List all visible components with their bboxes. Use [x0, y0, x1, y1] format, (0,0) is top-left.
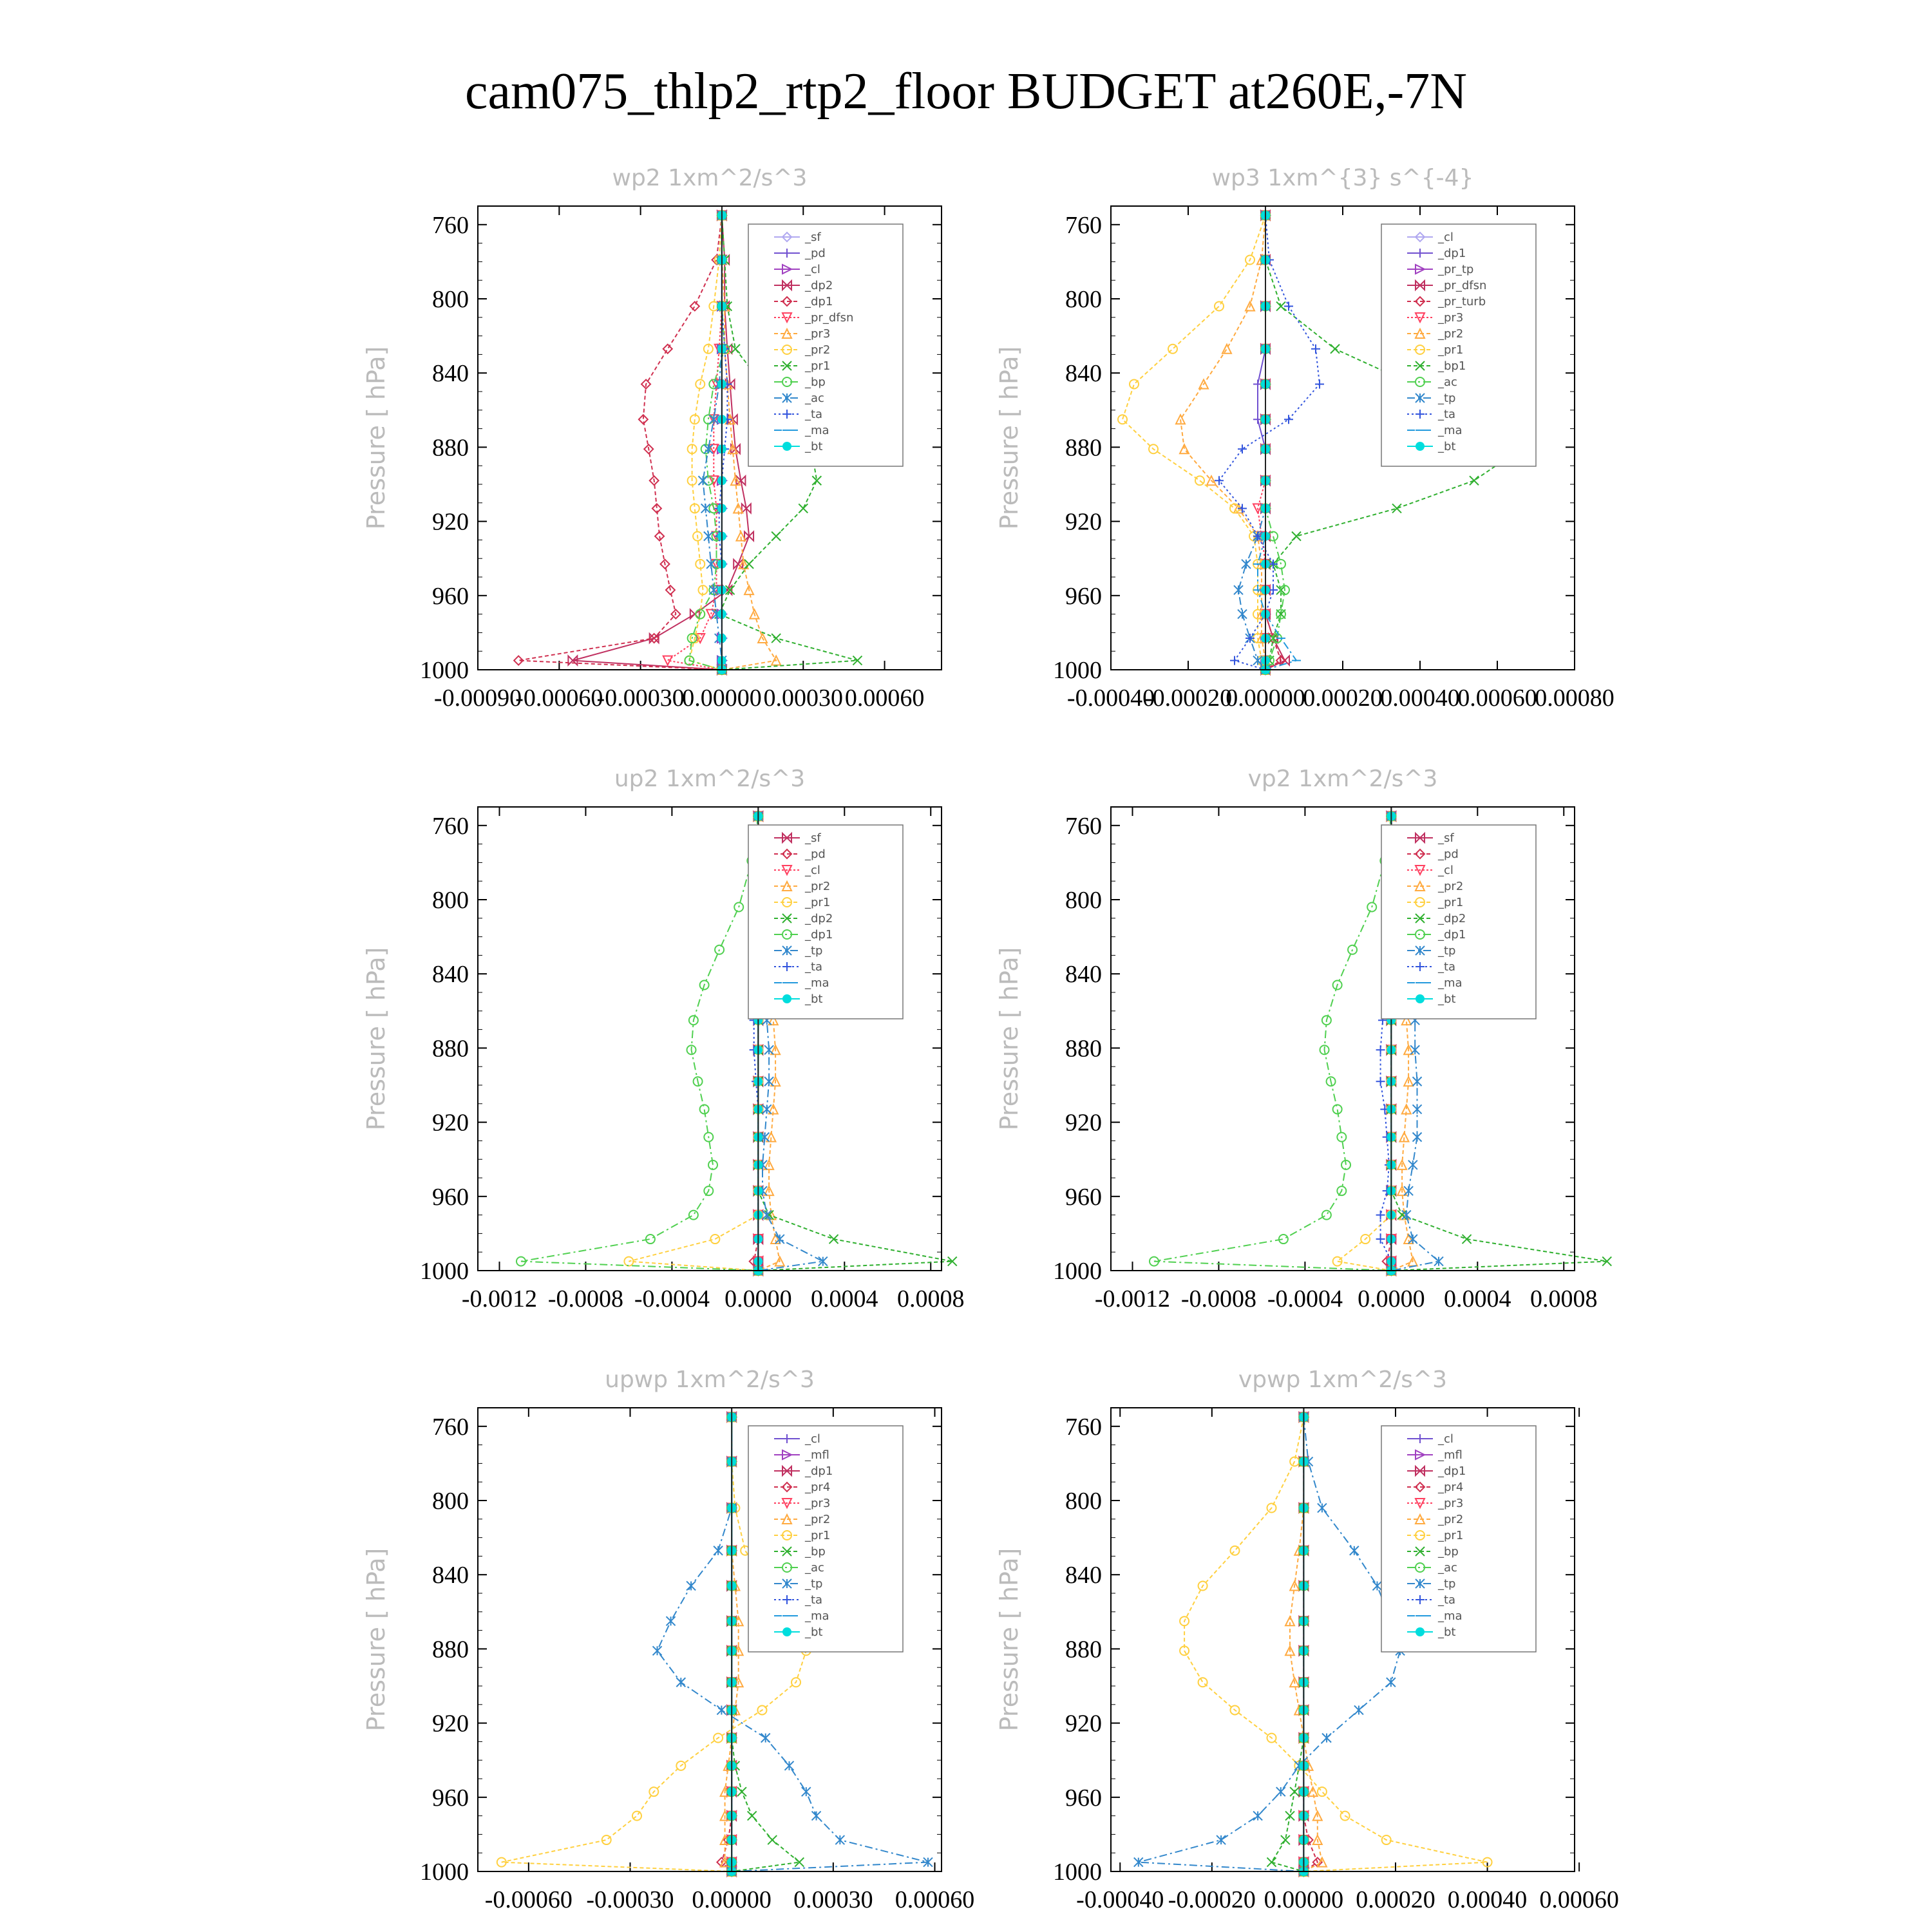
legend-label: _sf [805, 831, 821, 845]
data-point [667, 1616, 676, 1625]
series-line [668, 215, 722, 670]
x-tick-label: -0.00060 [515, 685, 603, 712]
x-tick-label: 0.00040 [1447, 1886, 1528, 1913]
legend-label: _pr_dfsn [805, 311, 854, 325]
x-tick-label: -0.0004 [1267, 1285, 1343, 1312]
data-point [1276, 1787, 1285, 1796]
data-point [761, 1734, 770, 1743]
legend-label: _ma [1438, 1609, 1463, 1623]
y-tick-label: 960 [432, 1784, 469, 1812]
series-line [1265, 215, 1281, 670]
data-point [1410, 1045, 1419, 1054]
y-tick-label: 800 [1065, 1488, 1102, 1515]
series-tp [1134, 1412, 1405, 1876]
data-point [1284, 415, 1293, 424]
legend [748, 825, 903, 1019]
y-tick-label: 760 [1065, 1413, 1102, 1441]
legend-label: _pr1 [805, 359, 831, 373]
legend-label: _pr2 [805, 880, 831, 893]
x-tick-label: 0.00020 [1303, 685, 1383, 712]
series-line [721, 1417, 732, 1871]
x-tick-label: 0.00030 [763, 685, 844, 712]
series-pr4 [1299, 1412, 1321, 1876]
x-tick-label: 0.00020 [1356, 1886, 1435, 1913]
x-tick-label: 0.00000 [1226, 685, 1305, 712]
data-point [698, 476, 707, 485]
y-tick-label: 880 [432, 1035, 469, 1063]
data-point [748, 1812, 757, 1821]
y-tick-label: 800 [432, 1488, 469, 1515]
legend-label: _cl [805, 864, 820, 877]
data-point [1276, 302, 1285, 311]
x-tick-label: 0.0004 [811, 1285, 878, 1312]
data-point [1413, 1104, 1422, 1113]
legend-label: _tp [1438, 944, 1456, 958]
y-tick-label: 840 [1065, 961, 1102, 989]
x-tick-label: -0.00040 [1066, 685, 1155, 712]
legend-label: _pr1 [1438, 896, 1464, 909]
legend-label: _ma [805, 976, 829, 990]
legend-label: _dp1 [1438, 1464, 1466, 1478]
panel-upwp [362, 1367, 974, 1913]
data-point [1230, 1546, 1239, 1555]
data-point [1222, 345, 1231, 354]
x-tick-label: -0.00020 [1144, 685, 1233, 712]
data-point [1195, 476, 1204, 485]
data-point [768, 1835, 777, 1844]
y-tick-label: 920 [1065, 1710, 1102, 1738]
data-point [1376, 1211, 1385, 1220]
panel-title: vp2 1xm^2/s^3 [1247, 766, 1438, 792]
legend-label: _ta [1438, 960, 1456, 974]
data-point [1397, 1211, 1406, 1220]
legend-label: _pr_tp [1438, 263, 1474, 276]
legend-marker [1416, 994, 1425, 1003]
series-line [1139, 1417, 1400, 1871]
data-point [1322, 1734, 1331, 1743]
legend-label: _bp [805, 375, 826, 389]
series-pr1 [624, 811, 762, 1275]
legend [748, 1426, 903, 1652]
y-tick-label: 840 [432, 961, 469, 989]
data-point [717, 1705, 726, 1714]
y-tick-label: 760 [432, 1413, 469, 1441]
legend-label: _pr2 [1438, 327, 1464, 341]
data-point [1318, 1787, 1327, 1796]
legend-label: _ma [805, 424, 829, 437]
x-tick-label: 0.00000 [682, 685, 762, 712]
y-tick-label: 800 [1065, 887, 1102, 914]
x-tick-label: -0.00060 [484, 1886, 573, 1913]
data-point [1387, 1678, 1396, 1687]
data-point [1470, 476, 1479, 485]
y-tick-label: 960 [1065, 1784, 1102, 1812]
y-tick-label: 800 [432, 286, 469, 313]
legend-label: _pr1 [805, 896, 831, 909]
y-tick-label: 960 [432, 1183, 469, 1211]
legend-label: _pr3 [1438, 1497, 1464, 1510]
legend-label: _tp [1438, 392, 1456, 405]
legend-label: _bt [805, 992, 823, 1006]
data-point [653, 1646, 662, 1655]
legend-label: _pr2 [805, 1513, 831, 1526]
y-tick-label: 760 [1065, 812, 1102, 840]
legend-label: _ma [805, 1609, 829, 1623]
data-point [690, 302, 699, 311]
y-tick-label: 920 [1065, 1109, 1102, 1137]
x-tick-label: -0.0012 [1094, 1285, 1171, 1312]
y-tick-label: 760 [432, 211, 469, 239]
y-tick-label: 840 [432, 1562, 469, 1589]
panel-wp3 [995, 165, 1615, 712]
series-bp [1267, 1412, 1309, 1876]
x-tick-label: 0.0008 [1530, 1285, 1598, 1312]
data-point [812, 1812, 821, 1821]
legend-label: _dp1 [1438, 928, 1466, 942]
y-tick-label: 1000 [420, 1859, 469, 1886]
y-tick-label: 960 [432, 582, 469, 610]
y-axis-label: Pressure [ hPa] [995, 947, 1023, 1131]
legend-label: _sf [1438, 831, 1454, 845]
data-point [1350, 1546, 1359, 1555]
data-point [1130, 379, 1139, 388]
data-point [1180, 444, 1189, 453]
legend-label: _pr1 [1438, 343, 1464, 357]
x-tick-label: -0.00030 [586, 1886, 674, 1913]
y-tick-label: 960 [1065, 1183, 1102, 1211]
data-point [1413, 1133, 1422, 1142]
x-tick-label: -0.0008 [547, 1285, 624, 1312]
y-tick-label: 920 [432, 508, 469, 536]
data-point [1376, 1045, 1385, 1054]
legend-label: _pd [1438, 848, 1459, 861]
series-line [1154, 816, 1391, 1271]
panels [362, 165, 1619, 1913]
x-tick-label: -0.0008 [1180, 1285, 1257, 1312]
x-tick-label: 0.00030 [793, 1886, 873, 1913]
y-tick-label: 920 [432, 1109, 469, 1137]
legend-marker [1416, 1627, 1425, 1636]
data-point [1230, 656, 1239, 665]
legend-label: _pr3 [805, 327, 831, 341]
data-point [772, 634, 781, 643]
x-tick-label: -0.00040 [1076, 1886, 1164, 1913]
panel-title: wp3 1xm^{3} s^{-4} [1211, 165, 1474, 191]
series-dp1 [514, 211, 726, 674]
legend-label: _dp1 [805, 295, 833, 308]
data-point [1238, 610, 1247, 619]
legend-marker [782, 1627, 791, 1636]
legend-label: _pr2 [1438, 880, 1464, 893]
y-tick-label: 880 [1065, 434, 1102, 462]
figure-title: cam075_thlp2_rtp2_floor BUDGET at260E,-7N [464, 63, 1468, 120]
legend-marker [1416, 442, 1425, 451]
y-tick-label: 1000 [1053, 1859, 1102, 1886]
legend-label: _tp [805, 944, 823, 958]
legend-label: _ma [1438, 976, 1463, 990]
series-dp1 [516, 811, 762, 1275]
legend-label: _cl [1438, 864, 1454, 877]
legend-label: _pd [805, 247, 826, 260]
series-pr2 [1176, 211, 1270, 674]
data-point [1392, 504, 1401, 513]
series-line [1265, 215, 1285, 670]
data-point [1376, 1077, 1385, 1086]
legend-marker [782, 994, 791, 1003]
y-axis-label: Pressure [ hPa] [995, 1548, 1023, 1732]
y-tick-label: 880 [432, 1636, 469, 1663]
legend-label: _dp1 [805, 1464, 833, 1478]
y-tick-label: 1000 [1053, 1258, 1102, 1285]
x-tick-label: 0.0000 [724, 1285, 792, 1312]
y-tick-label: 880 [1065, 1636, 1102, 1663]
data-point [762, 1104, 772, 1113]
legend-label: _cl [805, 1432, 820, 1446]
legend-label: _ta [805, 408, 823, 421]
legend-label: _pd [805, 848, 826, 861]
series-dp1 [1150, 811, 1396, 1275]
legend-label: _bp1 [1438, 359, 1466, 373]
data-point [1217, 1835, 1226, 1844]
series-pr2 [1285, 1412, 1327, 1876]
data-point [632, 1812, 641, 1821]
x-tick-label: 0.0004 [1444, 1285, 1511, 1312]
legend-label: _bp [805, 1545, 826, 1558]
data-point [676, 1678, 685, 1687]
y-axis-label: Pressure [ hPa] [362, 1548, 390, 1732]
panel-vpwp [995, 1367, 1619, 1913]
x-tick-label: 0.00060 [1457, 685, 1537, 712]
legend-label: _tp [805, 1577, 823, 1591]
y-tick-label: 920 [1065, 508, 1102, 536]
y-tick-label: 840 [432, 360, 469, 388]
legend-label: _dp2 [1438, 912, 1466, 925]
y-axis-label: Pressure [ hPa] [362, 947, 390, 1131]
y-tick-label: 1000 [420, 1258, 469, 1285]
legend-label: _ma [1438, 424, 1463, 437]
legend-label: _ta [1438, 408, 1456, 421]
x-tick-label: 0.00060 [1539, 1886, 1619, 1913]
y-tick-label: 960 [1065, 582, 1102, 610]
data-point [1215, 302, 1224, 311]
panel-wp2 [362, 165, 942, 712]
series-line [1219, 215, 1320, 670]
data-point [1290, 1787, 1299, 1796]
legend-label: _ac [1438, 375, 1457, 389]
data-point [835, 1835, 844, 1844]
x-tick-label: 0.00040 [1380, 685, 1460, 712]
panel-title: wp2 1xm^2/s^3 [612, 165, 808, 191]
x-tick-label: -0.0004 [634, 1285, 710, 1312]
legend-label: _pr_turb [1438, 295, 1486, 308]
x-tick-label: 0.00000 [692, 1886, 772, 1913]
series-line [629, 816, 758, 1271]
y-tick-label: 880 [1065, 1035, 1102, 1063]
legend-label: _cl [1438, 231, 1454, 244]
data-point [802, 1787, 811, 1796]
y-tick-label: 840 [1065, 1562, 1102, 1589]
data-point [1322, 1211, 1331, 1220]
y-tick-label: 1000 [1053, 657, 1102, 684]
data-point [764, 1045, 773, 1054]
series-line [573, 215, 749, 670]
y-axis-label: Pressure [ hPa] [995, 346, 1023, 530]
data-point [1408, 1235, 1417, 1244]
legend-label: _pr3 [1438, 311, 1464, 325]
data-point [1331, 345, 1340, 354]
x-tick-label: 0.0000 [1358, 1285, 1425, 1312]
x-tick-label: 0.0008 [897, 1285, 965, 1312]
panel-title: upwp 1xm^2/s^3 [605, 1367, 815, 1393]
series-pr_turb [1261, 211, 1285, 674]
x-tick-label: -0.00090 [433, 685, 522, 712]
y-tick-label: 920 [432, 1710, 469, 1738]
series-ma [1253, 215, 1301, 670]
legend-label: _mfl [1438, 1448, 1463, 1462]
y-axis-label: Pressure [ hPa] [362, 346, 390, 530]
series-line [518, 215, 722, 670]
data-point [1242, 560, 1251, 569]
series-line [1265, 215, 1285, 670]
y-tick-label: 880 [432, 434, 469, 462]
legend-label: _ac [805, 1561, 824, 1575]
data-point [1413, 1077, 1422, 1086]
data-point [1118, 415, 1127, 424]
data-point [772, 532, 781, 541]
series-line [1290, 1417, 1322, 1871]
data-point [1238, 444, 1247, 453]
data-point [785, 1761, 794, 1770]
legend-label: _ta [805, 1593, 823, 1607]
legend-label: _pr2 [1438, 1513, 1464, 1526]
legend-label: _pr_dfsn [1438, 279, 1487, 292]
panel-title: vpwp 1xm^2/s^3 [1238, 1367, 1448, 1393]
data-point [1311, 345, 1320, 354]
data-point [737, 1787, 746, 1796]
legend-label: _dp1 [805, 928, 833, 942]
legend-label: _mfl [805, 1448, 829, 1462]
series-ta [1215, 211, 1324, 674]
series-line [1272, 1417, 1304, 1871]
legend-label: _pr1 [1438, 1529, 1464, 1542]
legend-label: _dp2 [805, 912, 833, 925]
legend-label: _dp2 [805, 279, 833, 292]
legend-label: _tp [1438, 1577, 1456, 1591]
data-point [1234, 585, 1243, 594]
legend-label: _sf [805, 231, 821, 244]
y-tick-label: 800 [432, 887, 469, 914]
legend-label: _bt [1438, 992, 1456, 1006]
y-tick-label: 1000 [420, 657, 469, 684]
data-point [1318, 1504, 1327, 1513]
data-point [1376, 1235, 1385, 1244]
data-point [1404, 1186, 1413, 1195]
data-point [687, 1581, 696, 1590]
x-tick-label: 0.00060 [844, 685, 925, 712]
legend-label: _pr4 [1438, 1481, 1464, 1494]
x-tick-label: 0.00060 [895, 1886, 975, 1913]
legend [1381, 825, 1536, 1019]
y-tick-label: 760 [432, 812, 469, 840]
data-point [764, 1077, 773, 1086]
y-tick-label: 800 [1065, 286, 1102, 313]
panel-vp2 [995, 766, 1611, 1312]
series-line [1122, 215, 1265, 670]
series-pr1 [1118, 211, 1270, 674]
data-point [1408, 1160, 1417, 1170]
series-line [689, 215, 724, 670]
data-point [1253, 1812, 1262, 1821]
legend-label: _bt [1438, 1625, 1456, 1639]
data-point [1372, 1581, 1381, 1590]
data-point [1198, 1678, 1208, 1687]
legend-label: _bp [1438, 1545, 1459, 1558]
x-tick-label: 0.00080 [1535, 685, 1615, 712]
x-tick-label: -0.0012 [461, 1285, 538, 1312]
legend-label: _ta [1438, 1593, 1456, 1607]
y-tick-label: 840 [1065, 360, 1102, 388]
legend-label: _cl [1438, 1432, 1454, 1446]
legend [1381, 224, 1536, 466]
x-tick-label: -0.00020 [1168, 1886, 1256, 1913]
data-point [775, 1235, 784, 1244]
legend-label: _dp1 [1438, 247, 1466, 260]
legend-label: _pr3 [805, 1497, 831, 1510]
legend-label: _cl [805, 263, 820, 276]
panel-title: up2 1xm^2/s^3 [614, 766, 806, 792]
legend [748, 224, 903, 466]
legend-label: _pr4 [805, 1481, 831, 1494]
x-tick-label: 0.00000 [1264, 1886, 1344, 1913]
legend-label: _ac [1438, 1561, 1457, 1575]
panel-up2 [362, 766, 965, 1312]
legend-label: _ta [805, 960, 823, 974]
data-point [799, 504, 808, 513]
data-point [714, 1546, 723, 1555]
legend-label: _pr1 [805, 1529, 831, 1542]
data-point [1292, 532, 1301, 541]
data-point [1354, 1705, 1363, 1714]
data-point [1267, 1858, 1276, 1867]
data-point [689, 1211, 698, 1220]
legend-label: _bt [1438, 440, 1456, 453]
legend-label: _bt [805, 1625, 823, 1639]
legend-label: _ac [805, 392, 824, 405]
data-point [663, 345, 672, 354]
legend [1381, 1426, 1536, 1652]
y-tick-label: 760 [1065, 211, 1102, 239]
legend-label: _bt [805, 440, 823, 453]
legend-label: _pr2 [805, 343, 831, 357]
x-tick-label: -0.00030 [596, 685, 685, 712]
data-point [1168, 345, 1177, 354]
series-line [521, 816, 758, 1271]
legend-marker [782, 442, 791, 451]
